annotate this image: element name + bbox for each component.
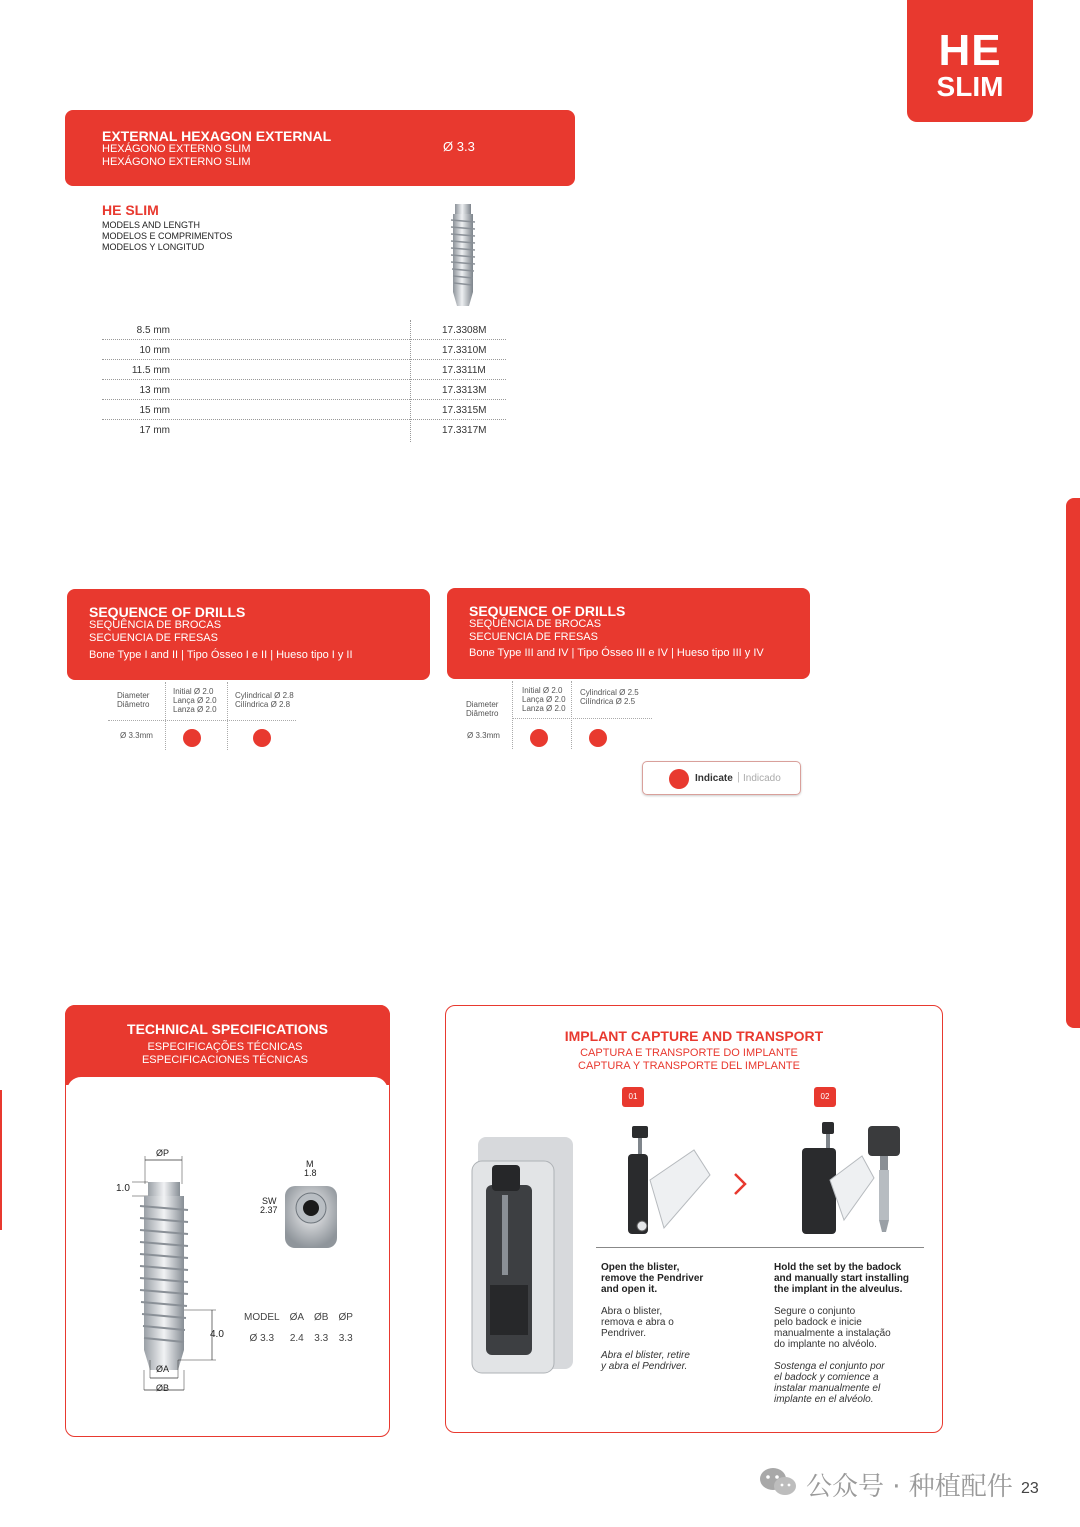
step-line: Abra el blister, retire bbox=[601, 1350, 690, 1361]
drill-grid-line bbox=[512, 718, 652, 719]
step-1-es bbox=[601, 1350, 751, 1372]
drills-sub-es: SECUENCIA DE FRESAS bbox=[469, 631, 598, 643]
pendriver-open-image bbox=[620, 1120, 715, 1240]
spec-table bbox=[240, 1310, 359, 1352]
indicated-dot bbox=[530, 729, 548, 747]
step-1-text bbox=[601, 1262, 751, 1372]
models-sub-en: MODELS AND LENGTH bbox=[102, 220, 201, 230]
dim-label-a: ØA bbox=[156, 1364, 170, 1374]
capture-title: IMPLANT CAPTURE AND TRANSPORT bbox=[564, 1028, 824, 1044]
step-2-en bbox=[774, 1262, 934, 1295]
legend-label: Indicate bbox=[695, 773, 733, 784]
step-line: manualmente a instalação bbox=[774, 1328, 891, 1339]
drills-sub-pt: SEQUÊNCIA DE BROCAS bbox=[89, 619, 222, 631]
step-line: Hold the set by the badock bbox=[774, 1262, 902, 1273]
tech-header bbox=[65, 1005, 390, 1085]
indicated-dot bbox=[183, 729, 201, 747]
drill-grid-line bbox=[571, 681, 572, 749]
dim-label-m: M bbox=[306, 1159, 314, 1169]
drill-grid-line bbox=[165, 682, 166, 750]
capture-sub-es: CAPTURA Y TRANSPORTE DEL IMPLANTE bbox=[578, 1060, 800, 1072]
row-label: Ø 3.3mm bbox=[120, 731, 153, 740]
drill-col-1-es: Lanza Ø 2.0 bbox=[522, 704, 566, 713]
drill-col-2-en: Cylindrical Ø 2.8 bbox=[235, 691, 294, 700]
section-tab bbox=[907, 0, 1033, 122]
left-accent-line bbox=[0, 1090, 2, 1230]
drill-col-1-pt: Lança Ø 2.0 bbox=[522, 695, 566, 704]
drill-col-1 bbox=[522, 686, 566, 713]
step-line: Sostenga el conjunto por bbox=[774, 1361, 885, 1372]
header-title: EXTERNAL HEXAGON EXTERNAL bbox=[102, 128, 332, 144]
step-badge-2: 02 bbox=[814, 1087, 836, 1107]
tech-sub-es: ESPECIFICACIONES TÉCNICAS bbox=[141, 1054, 309, 1066]
diameter-label-pt: Diâmetro bbox=[466, 709, 499, 718]
diameter-label bbox=[466, 700, 498, 718]
table-row bbox=[102, 320, 506, 340]
models-sub-pt: MODELOS E COMPRIMENTOS bbox=[102, 231, 233, 241]
tab-line-1: HE bbox=[938, 26, 1002, 75]
table-row bbox=[102, 400, 506, 420]
drill-col-2-en: Cylindrical Ø 2.5 bbox=[580, 688, 639, 697]
dim-label-sw: SW bbox=[262, 1196, 277, 1206]
indicated-dot bbox=[589, 729, 607, 747]
drill-col-1-en: Initial Ø 2.0 bbox=[173, 687, 214, 696]
step-line: do implante no alvéolo. bbox=[774, 1339, 877, 1350]
legend-dot bbox=[669, 769, 689, 789]
diameter-label-en: Diameter bbox=[466, 700, 499, 709]
step-line: and open it. bbox=[601, 1284, 658, 1295]
code-cell: 17.3317M bbox=[442, 425, 487, 436]
dim-label-sw-val: 2.37 bbox=[260, 1205, 278, 1215]
step-line: Pendriver. bbox=[601, 1328, 647, 1339]
capture-sub-pt: CAPTURA E TRANSPORTE DO IMPLANTE bbox=[580, 1047, 798, 1059]
step-2-es bbox=[774, 1361, 934, 1405]
step-line: Segure o conjunto bbox=[774, 1306, 856, 1317]
wechat-icon bbox=[758, 1466, 798, 1498]
length-cell: 10 mm bbox=[139, 345, 170, 356]
length-cell: 13 mm bbox=[139, 385, 170, 396]
step-2-pt bbox=[774, 1306, 934, 1350]
models-title: HE SLIM bbox=[102, 202, 159, 218]
tab-line-2: SLIM bbox=[936, 71, 1004, 102]
drill-col-2 bbox=[580, 688, 639, 706]
table-row bbox=[102, 380, 506, 400]
drills-sub-pt: SEQUÊNCIA DE BROCAS bbox=[469, 618, 602, 630]
dim-label-40: 4.0 bbox=[210, 1329, 224, 1340]
header-band bbox=[65, 110, 575, 186]
steps-divider bbox=[596, 1247, 924, 1248]
watermark-text: 公众号 · 种植配件 bbox=[806, 1472, 1013, 1502]
step-line: pelo badock e inicie bbox=[774, 1317, 862, 1328]
step-2-text bbox=[774, 1262, 934, 1405]
step-1-pt bbox=[601, 1306, 751, 1339]
step-line: remove the Pendriver bbox=[601, 1273, 704, 1284]
spec-cell: 3.3 bbox=[314, 1333, 329, 1344]
length-cell: 8.5 mm bbox=[136, 325, 170, 336]
length-cell: 11.5 mm bbox=[131, 365, 170, 376]
tech-title: TECHNICAL SPECIFICATIONS bbox=[127, 1021, 328, 1037]
indicated-dot bbox=[253, 729, 271, 747]
dim-label-b: ØB bbox=[156, 1383, 170, 1393]
step-line: the implant in the alveulus. bbox=[774, 1284, 903, 1295]
chevron-right-icon bbox=[732, 1172, 748, 1196]
row-label: Ø 3.3mm bbox=[467, 731, 500, 740]
code-cell: 17.3311M bbox=[442, 365, 486, 376]
drill-col-2-pt: Cilíndrica Ø 2.8 bbox=[235, 700, 291, 709]
drills-title: SEQUENCE OF DRILLS bbox=[89, 604, 246, 620]
step-badge-1: 01 bbox=[622, 1087, 644, 1107]
step-line: el badock y comience a bbox=[774, 1372, 879, 1383]
drill-col-2 bbox=[235, 691, 294, 709]
legend-sep: | bbox=[737, 771, 740, 783]
tech-sub-pt: ESPECIFICAÇÕES TÉCNICAS bbox=[147, 1041, 303, 1053]
bone-type: Bone Type I and II | Tipo Ósseo I e II | Hueso tipo I y II bbox=[89, 649, 353, 661]
spec-head-cell: ØA bbox=[289, 1312, 305, 1323]
spec-cell: Ø 3.3 bbox=[249, 1333, 275, 1344]
code-cell: 17.3313M bbox=[442, 385, 487, 396]
drills-title: SEQUENCE OF DRILLS bbox=[469, 603, 626, 619]
dim-label-p: ØP bbox=[156, 1148, 170, 1158]
dim-label-top: 1.0 bbox=[116, 1183, 130, 1194]
code-cell: 17.3308M bbox=[442, 325, 487, 336]
drill-col-1-es: Lanza Ø 2.0 bbox=[173, 705, 217, 714]
length-cell: 17 mm bbox=[139, 425, 170, 436]
dim-label-m-val: 1.8 bbox=[304, 1168, 317, 1178]
spec-head-cell: ØP bbox=[338, 1312, 353, 1323]
blister-image bbox=[470, 1135, 580, 1375]
spec-head-cell: ØB bbox=[314, 1312, 329, 1323]
spec-cell: 2.4 bbox=[289, 1333, 304, 1344]
diameter-label bbox=[117, 691, 149, 709]
drill-col-1-pt: Lança Ø 2.0 bbox=[173, 696, 217, 705]
table-row bbox=[102, 340, 506, 360]
legend-label-pt: Indicado bbox=[743, 773, 781, 784]
header-sub-pt: HEXÁGONO EXTERNO SLIM bbox=[102, 143, 251, 155]
bone-type: Bone Type III and IV | Tipo Ósseo III e IV | Hueso tipo III y IV bbox=[469, 647, 764, 659]
drill-col-2-pt: Cilíndrica Ø 2.5 bbox=[580, 697, 636, 706]
step-line: Abra o blister, bbox=[601, 1306, 663, 1317]
step-line: implante en el alvéolo. bbox=[774, 1394, 874, 1405]
models-sub-es: MODELOS Y LONGITUD bbox=[102, 242, 205, 252]
step-line: y abra el Pendriver. bbox=[601, 1361, 688, 1372]
implant-image bbox=[446, 202, 480, 310]
pendriver-install-image bbox=[800, 1120, 910, 1240]
table-row bbox=[102, 420, 506, 440]
step-line: remova e abra o bbox=[601, 1317, 674, 1328]
spec-table-row bbox=[240, 1331, 359, 1352]
table-divider bbox=[410, 320, 411, 442]
step-line: instalar manualmente el bbox=[774, 1383, 881, 1394]
legend-box bbox=[642, 761, 801, 795]
code-cell: 17.3315M bbox=[442, 405, 487, 416]
spec-cell: 3.3 bbox=[338, 1333, 353, 1344]
code-cell: 17.3310M bbox=[442, 345, 487, 356]
table-row bbox=[102, 360, 506, 380]
drills-band-1 bbox=[67, 589, 430, 680]
drill-col-1-en: Initial Ø 2.0 bbox=[522, 686, 563, 695]
header-sub-es: HEXÁGONO EXTERNO SLIM bbox=[102, 156, 251, 168]
drill-grid-line bbox=[512, 681, 513, 749]
page-number: 23 bbox=[1021, 1480, 1039, 1497]
drills-band-2 bbox=[447, 588, 810, 679]
drills-sub-es: SECUENCIA DE FRESAS bbox=[89, 632, 218, 644]
spec-head-cell: MODEL bbox=[244, 1312, 280, 1323]
diameter-label-en: Diameter bbox=[117, 691, 150, 700]
length-cell: 15 mm bbox=[139, 405, 170, 416]
side-accent-bar bbox=[1066, 498, 1080, 1028]
step-1-en bbox=[601, 1262, 751, 1295]
spec-table-header bbox=[240, 1310, 359, 1331]
drill-grid-line bbox=[108, 720, 296, 721]
header-diameter: Ø 3.3 bbox=[443, 139, 475, 154]
implant-top-view bbox=[280, 1180, 342, 1252]
diameter-label-pt: Diâmetro bbox=[117, 700, 150, 709]
step-line: Open the blister, bbox=[601, 1262, 680, 1273]
drill-col-1 bbox=[173, 687, 217, 714]
drill-grid-line bbox=[227, 682, 228, 750]
step-line: and manually start installing bbox=[774, 1273, 910, 1284]
